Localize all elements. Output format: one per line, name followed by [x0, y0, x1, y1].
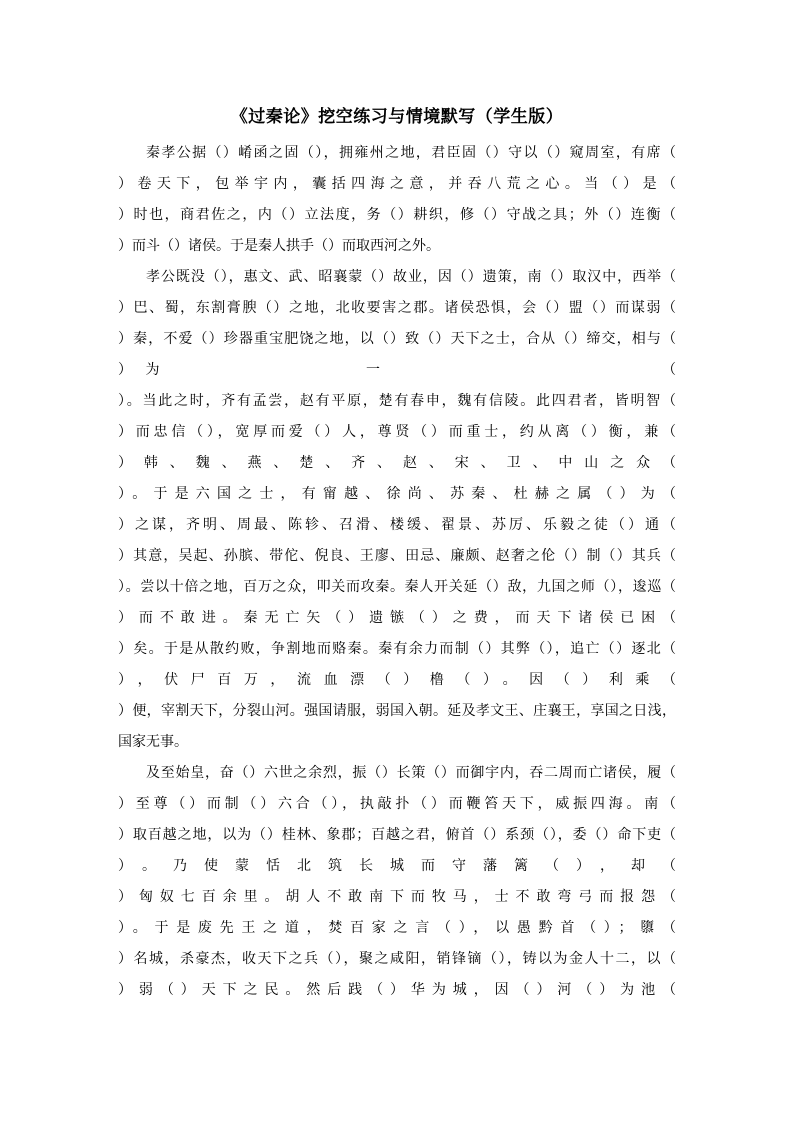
text-line: ）便，宰割天下，分裂山河。强国请服，弱国入朝。延及孝文王、庄襄王，享国之日浅， [118, 703, 676, 719]
text-line: ）弱（）天下之民。然后践（）华为城，因（）河（）为池（ [118, 982, 676, 998]
text-line: ）韩、魏、燕、楚、齐、赵、宋、卫、中山之众（ [118, 455, 676, 471]
text-line: ）。乃使蒙恬北筑长城而守藩篱（），却（ [118, 858, 676, 874]
text-line: 秦孝公据（）崤函之固（），拥雍州之地，君臣固（）守以（）窥周室，有席（ [146, 145, 676, 161]
text-line: 孝公既没（），惠文、武、昭襄蒙（）故业，因（）遗策，南（）取汉中，西举（ [146, 269, 676, 285]
text-line: ）。于是六国之士，有甯越、徐尚、苏秦、杜赫之属（）为（ [118, 486, 676, 502]
text-line: ）之谋，齐明、周最、陈轸、召滑、楼缓、翟景、苏厉、乐毅之徒（）通（ [118, 517, 676, 533]
paragraph-3 [118, 758, 676, 1006]
paragraph-2 [118, 262, 676, 758]
text-line: ）。尝以十倍之地，百万之众，叩关而攻秦。秦人开关延（）敌，九国之师（），逡巡（ [118, 579, 676, 595]
text-line: ）其意，吴起、孙膑、带佗、倪良、王廖、田忌、廉颇、赵奢之伦（）制（）其兵（ [118, 548, 676, 564]
text-line: ）卷天下，包举宇内，囊括四海之意，并吞八荒之心。当（）是（ [118, 176, 676, 192]
text-line: ）而忠信（），宽厚而爱（）人，尊贤（）而重士，约从离（）衡，兼（ [118, 424, 676, 440]
text-line: ）匈奴七百余里。胡人不敢南下而牧马，士不敢弯弓而报怨（ [118, 889, 676, 905]
text-line: ）秦，不爱（）珍器重宝肥饶之地，以（）致（）天下之士，合从（）缔交，相与（ [118, 331, 676, 347]
text-line: ）取百越之地，以为（）桂林、象郡；百越之君，俯首（）系颈（），委（）命下吏（ [118, 827, 676, 843]
text-line: 国家无事。 [118, 734, 188, 750]
document-body [118, 138, 676, 1006]
text-line: 及至始皇，奋（）六世之余烈，振（）长策（）而御宇内，吞二周而亡诸侯，履（ [146, 765, 676, 781]
text-line: ）。于是废先王之道，焚百家之言（），以愚黔首（）；隳（ [118, 920, 676, 936]
page-title: 《过秦论》挖空练习与情境默写（学生版） [230, 107, 564, 127]
text-line: ）名城，杀豪杰，收天下之兵（），聚之咸阳，销锋镝（），铸以为金人十二，以（ [118, 951, 676, 967]
paragraph-1 [118, 138, 676, 262]
text-line: ）。当此之时，齐有孟尝，赵有平原，楚有春申，魏有信陵。此四君者，皆明智（ [118, 393, 676, 409]
text-line: ）而斗（）诸侯。于是秦人拱手（）而取西河之外。 [118, 238, 440, 254]
text-line: ）矣。于是从散约败，争割地而赂秦。秦有余力而制（）其弊（），追亡（）逐北（ [118, 641, 676, 657]
text-line: ）为 一 （ [118, 362, 676, 378]
text-line: ）巴、蜀，东割膏腴（）之地，北收要害之郡。诸侯恐惧，会（）盟（）而谋弱（ [118, 300, 676, 316]
text-line: ）而不敢进。秦无亡矢（）遗镞（）之费，而天下诸侯已困（ [118, 610, 676, 626]
text-line: ），伏尸百万，流血漂（）橹（）。因（）利乘（ [118, 672, 676, 688]
text-line: ）时也，商君佐之，内（）立法度，务（）耕织，修（）守战之具；外（）连衡（ [118, 207, 676, 223]
text-line: ）至尊（）而制（）六合（），执敲扑（）而鞭笞天下，威振四海。南（ [118, 796, 676, 812]
